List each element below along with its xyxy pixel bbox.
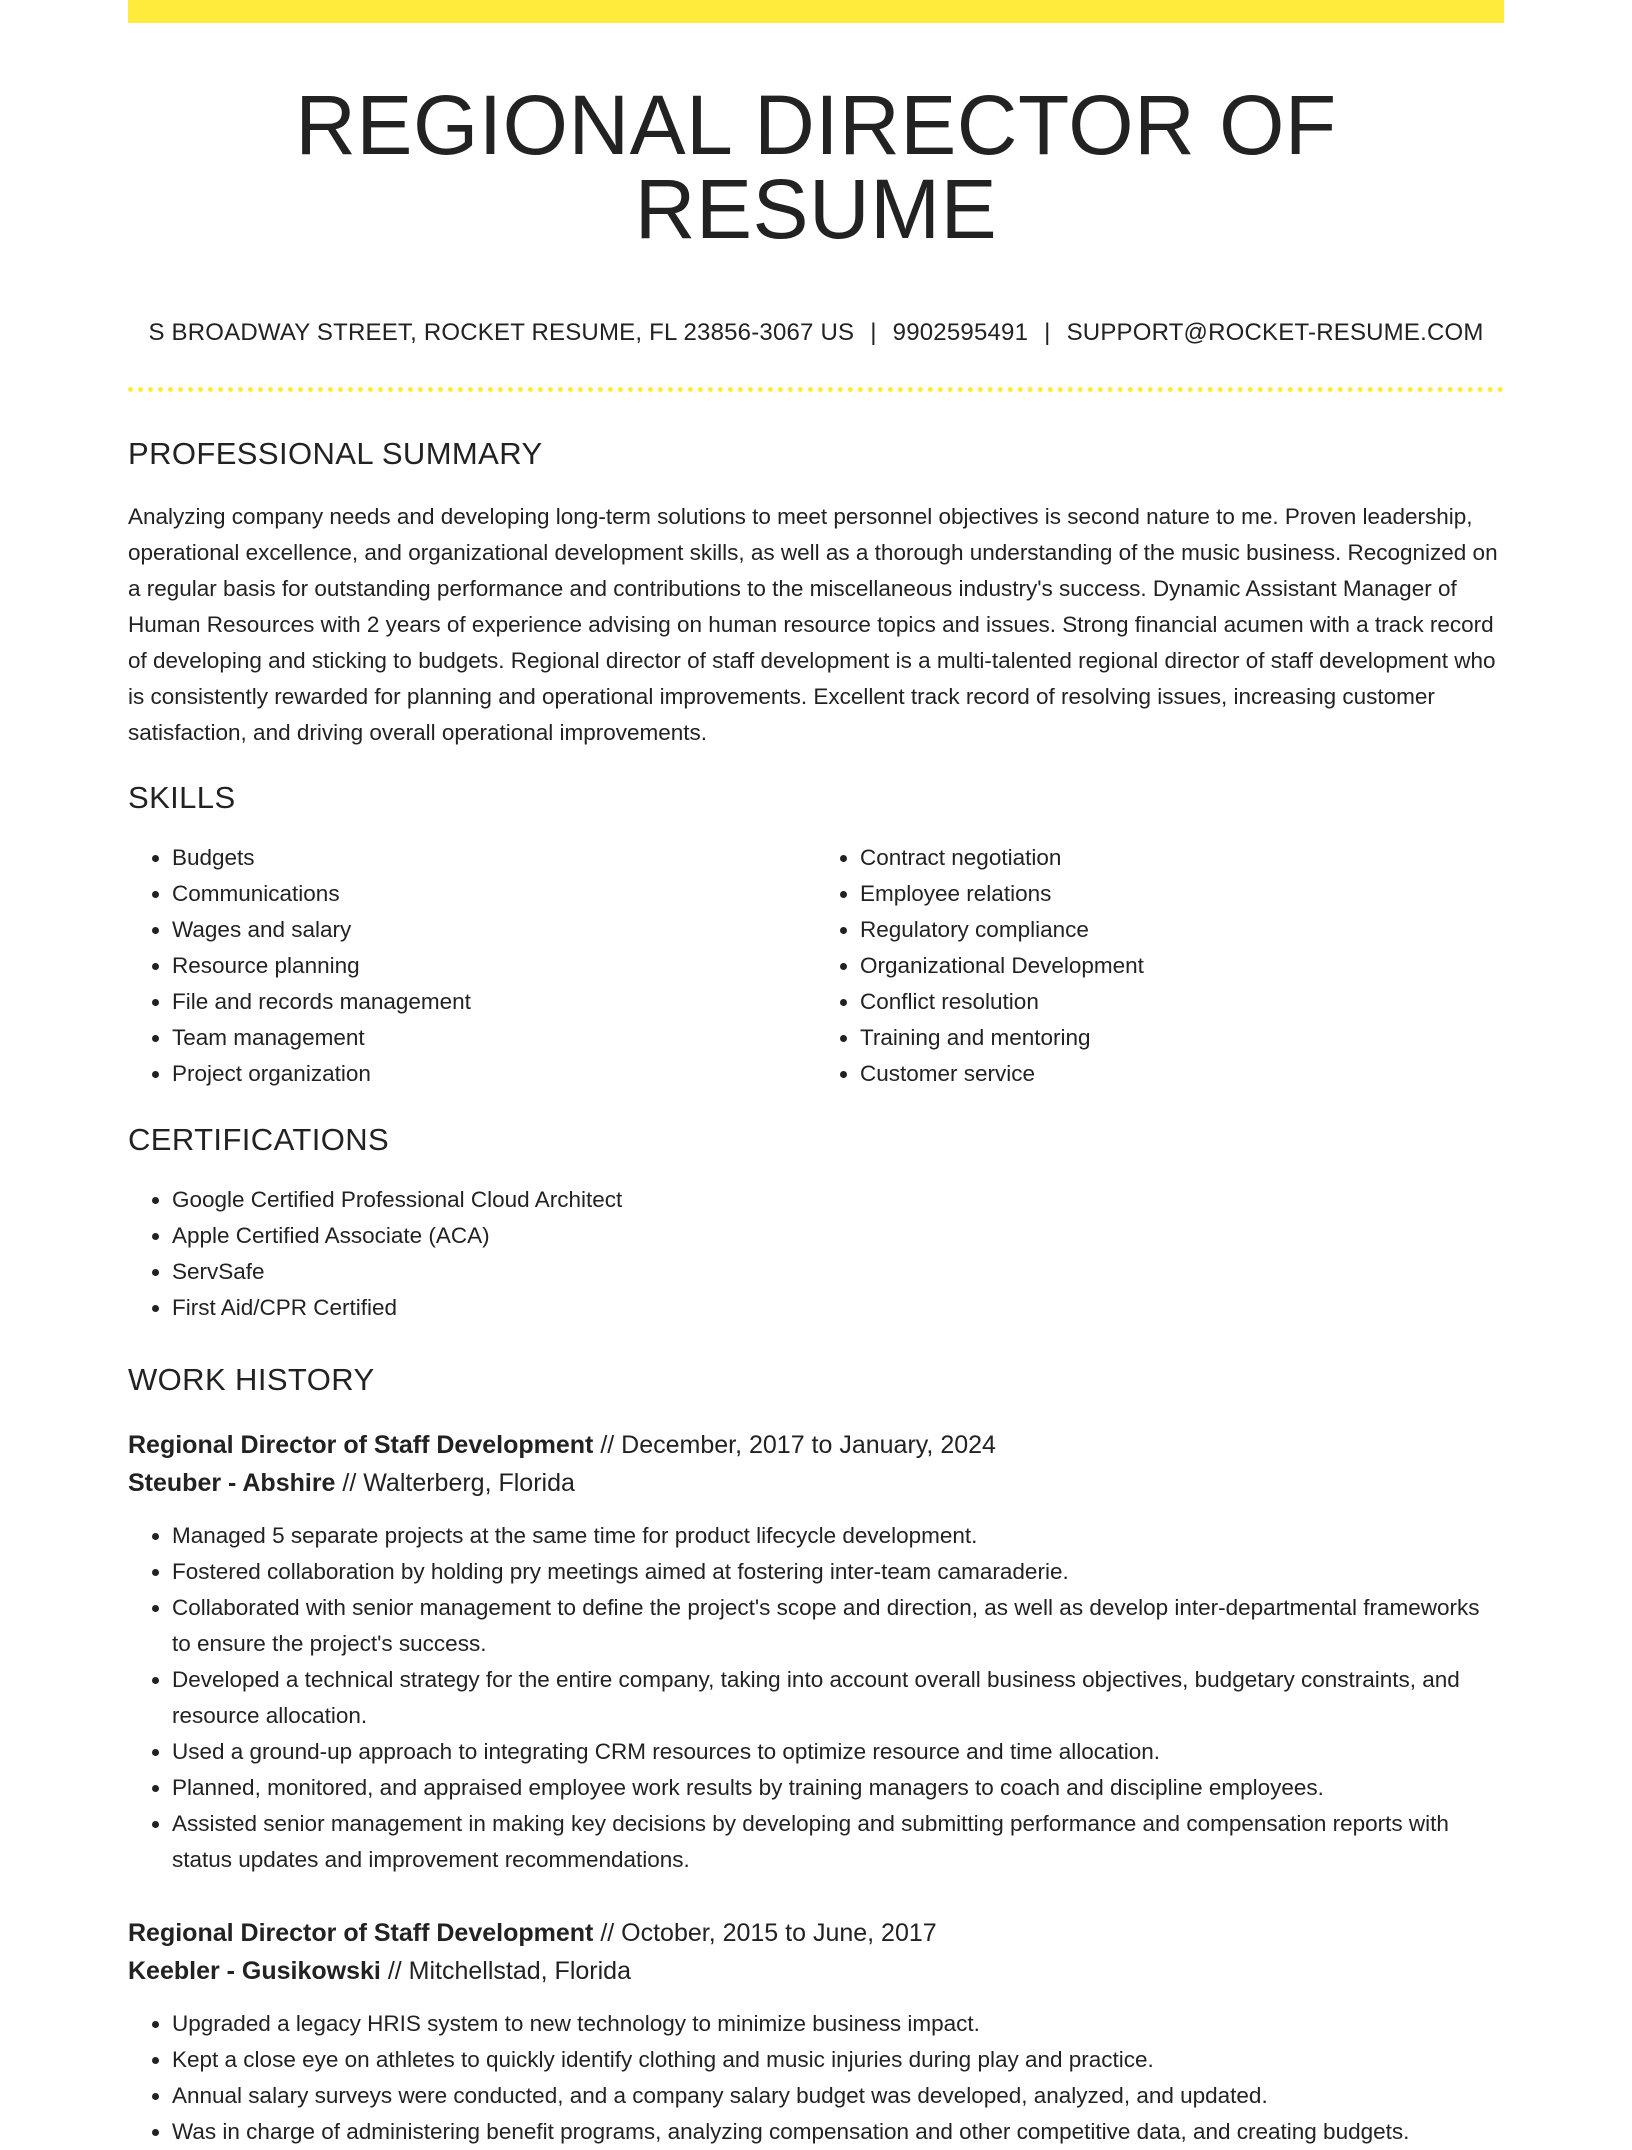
job-company: Steuber - Abshire <box>128 1469 336 1497</box>
skill-item: • Regulatory compliance <box>860 912 1504 948</box>
job-bullet: • Fostered collaboration by holding pry meetings aimed at fostering inter-team camaraderie. <box>172 1554 1504 1590</box>
job-role-line <box>128 1426 1504 1464</box>
summary-title: PROFESSIONAL SUMMARY <box>128 436 543 471</box>
job-bullet: • Was in charge of administering benefit programs, analyzing compensation and other competitive data, and creating budgets. <box>172 2114 1504 2150</box>
skills-left-list <box>128 840 816 1092</box>
job-role: Regional Director of Staff Development <box>128 1431 594 1459</box>
job-bullets <box>128 2006 1504 2150</box>
skill-item: • Organizational Development <box>860 948 1504 984</box>
job-entry <box>128 1914 1504 2150</box>
skill-item: • Communications <box>172 876 816 912</box>
job-bullet: • Kept a close eye on athletes to quickly identify clothing and music injuries during play and practice. <box>172 2042 1504 2078</box>
contact-line <box>128 319 1504 347</box>
job-dates: // December, 2017 to January, 2024 <box>600 1431 996 1459</box>
certification-item: • ServSafe <box>172 1254 1504 1290</box>
contact-phone: 9902595491 <box>892 319 1029 346</box>
job-bullets <box>128 1518 1504 1878</box>
job-dates: // October, 2015 to June, 2017 <box>600 1919 937 1947</box>
job-role-line <box>128 1914 1504 1952</box>
job-bullet: • Collaborated with senior management to define the project's scope and direction, as well as develop inter-departmental frameworks to ensure the project's success. <box>172 1590 1504 1662</box>
contact-separator: | <box>870 319 877 346</box>
skill-item: • Project organization <box>172 1056 816 1092</box>
skill-item: • Contract negotiation <box>860 840 1504 876</box>
job-bullet: • Upgraded a legacy HRIS system to new technology to minimize business impact. <box>172 2006 1504 2042</box>
certifications-list <box>128 1182 1504 1326</box>
certifications-title: CERTIFICATIONS <box>128 1122 390 1157</box>
job-bullet: • Managed 5 separate projects at the same time for product lifecycle development. <box>172 1518 1504 1554</box>
job-bullet: • Assisted senior management in making key decisions by developing and submitting performance and compensation reports with status updates and improvement recommendations. <box>172 1806 1504 1878</box>
skills-right-list <box>816 840 1504 1092</box>
job-company-line <box>128 1952 1504 1990</box>
skill-item: • Employee relations <box>860 876 1504 912</box>
skill-item: • Conflict resolution <box>860 984 1504 1020</box>
job-location: // Mitchellstad, Florida <box>387 1957 631 1985</box>
job-company-line <box>128 1464 1504 1502</box>
skill-item: • Customer service <box>860 1056 1504 1092</box>
contact-email: SUPPORT@ROCKET-RESUME.COM <box>1066 319 1484 346</box>
skills-columns <box>128 840 1504 1092</box>
certification-item: • First Aid/CPR Certified <box>172 1290 1504 1326</box>
job-role: Regional Director of Staff Development <box>128 1919 594 1947</box>
job-entry <box>128 1426 1504 1878</box>
work-history-title: WORK HISTORY <box>128 1362 375 1397</box>
contact-separator: | <box>1044 319 1051 346</box>
job-bullet: • Planned, monitored, and appraised employee work results by training managers to coach and discipline employees. <box>172 1770 1504 1806</box>
skill-item: • File and records management <box>172 984 816 1020</box>
job-company: Keebler - Gusikowski <box>128 1957 381 1985</box>
header-divider <box>128 387 1504 392</box>
skill-item: • Budgets <box>172 840 816 876</box>
skill-item: • Wages and salary <box>172 912 816 948</box>
skill-item: • Team management <box>172 1020 816 1056</box>
skill-item: • Training and mentoring <box>860 1020 1504 1056</box>
job-bullet: • Developed a technical strategy for the entire company, taking into account overall business objectives, budgetary constraints, and resource allocation. <box>172 1662 1504 1734</box>
top-accent-bar <box>128 0 1504 23</box>
job-location: // Walterberg, Florida <box>342 1469 575 1497</box>
job-bullet: • Used a ground-up approach to integrating CRM resources to optimize resource and time allocation. <box>172 1734 1504 1770</box>
job-bullet: • Annual salary surveys were conducted, and a company salary budget was developed, analyzed, and updated. <box>172 2078 1504 2114</box>
summary-text: Analyzing company needs and developing long-term solutions to meet personnel objectives is second nature to me. Proven leadership, operational excellence, and organizational development skills, as well as a thorough understanding of the music business. Recognized on a regular basis for outstanding performance and contributions to the miscellaneous industry's success. Dynamic Assistant Manager of Human Resources with 2 years of experience advising on human resource topics and issues. Strong financial acumen with a track record of developing and sticking to budgets. Regional director of staff development is a multi-talented regional director of staff development who is consistently rewarded for planning and operational improvements. Excellent track record of resolving issues, increasing customer satisfaction, and driving overall operational improvements. <box>128 504 1498 745</box>
certification-item: • Apple Certified Associate (ACA) <box>172 1218 1504 1254</box>
resume-name: REGIONAL DIRECTOR OF RESUME <box>295 78 1337 256</box>
certification-item: • Google Certified Professional Cloud Architect <box>172 1182 1504 1218</box>
contact-address: S BROADWAY STREET, ROCKET RESUME, FL 23856-3067 US <box>148 319 855 346</box>
skill-item: • Resource planning <box>172 948 816 984</box>
skills-title: SKILLS <box>128 780 236 815</box>
resume-page <box>128 0 1504 2150</box>
